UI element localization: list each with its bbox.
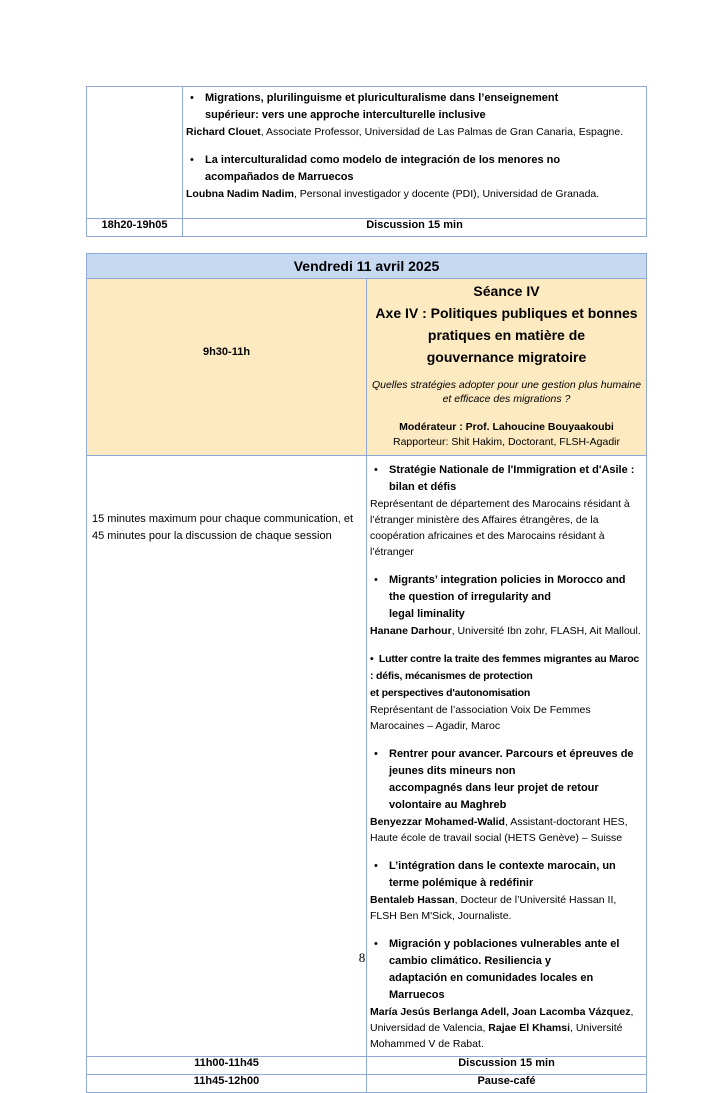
- talk-speaker: Richard Clouet, Associate Professor, Universidad de Las Palmas de Gran Canaria, Espagne.: [186, 126, 624, 138]
- discussion-label: Discussion 15 min: [367, 1057, 647, 1075]
- talk-title: L’intégration dans le contexte marocain, un terme polémique à redéfinir: [389, 860, 616, 889]
- program-table-top: [86, 86, 647, 237]
- talk-title: • Lutter contre la traite des femmes migrantes au Maroc : défis, mécanismes de protection et perspectives d'autonomisation: [370, 653, 640, 699]
- session-question: Quelles stratégies adopter pour une gestion plus humaine et efficace des migrations ?: [371, 379, 642, 405]
- speaker-name: Richard Clouet: [186, 126, 261, 138]
- speaker-name: Benyezzar Mohamed-Walid: [370, 816, 505, 828]
- talk-item: [367, 746, 646, 814]
- talk-title: Rentrer pour avancer. Parcours et épreuves de jeunes dits mineurs non accompagnés dans leur projet de retour volontaire au Maghreb: [389, 748, 634, 811]
- talk-speaker: Représentant de département des Marocains résidant à l’étranger ministère des Affaires étrangères, de la coopération africaines et des Marocains résidant à l’étranger: [370, 498, 630, 558]
- talk-speaker: Représentant de l’association Voix De Femmes Marocaines – Agadir, Maroc: [370, 704, 591, 732]
- talk-title: Migrations, plurilinguisme et pluriculturalisme dans l’enseignement supérieur: vers une approche interculturelle inclusive: [205, 92, 559, 121]
- speaker-name: Rajae El Khamsi: [488, 1022, 570, 1034]
- session-header-cell: [367, 279, 647, 456]
- talk-title: Migración y poblaciones vulnerables ante el cambio climático. Resiliencia y adaptación en comunidades locales en Marruecos: [389, 938, 620, 1001]
- time-cell-empty: [87, 87, 183, 219]
- day-heading: Vendredi 11 avril 2025: [87, 254, 647, 279]
- talk-speaker: María Jesús Berlanga Adell, Joan Lacomba Vázquez, Universidad de Valencia, Rajae El Khamsi, Université Mohammed V de Rabat.: [370, 1006, 634, 1050]
- talk-speaker: Hanane Darhour, Université Ibn zohr, FLASH, Ait Malloul.: [370, 625, 641, 637]
- bullet-icon: •: [370, 653, 379, 665]
- moderator: Modérateur : Prof. Lahoucine Bouyaakoubi: [399, 421, 614, 433]
- pause-label: Pause-café: [367, 1075, 647, 1093]
- rapporteur: Rapporteur: Shit Hakim, Doctorant, FLSH-Agadir: [392, 436, 620, 448]
- bullet-icon: •: [374, 464, 378, 476]
- seance-title: Séance IV: [473, 283, 540, 299]
- bullet-icon: •: [374, 860, 378, 872]
- talks-cell: [183, 87, 647, 219]
- axe-title: Axe IV : Politiques publiques et bonnes pratiques en matière de gouvernance migratoire: [375, 305, 638, 365]
- speaker-name: Bentaleb Hassan: [370, 894, 455, 906]
- talk-title: La interculturalidad como modelo de integración de los menores no acompañados de Marruecos: [205, 154, 561, 183]
- bullet-icon: •: [374, 574, 378, 586]
- talk-item: [367, 462, 646, 496]
- talk-item: [183, 152, 646, 186]
- speaker-name: Hanane Darhour: [370, 625, 452, 637]
- talk-title: Stratégie Nationale de l'Immigration et d'Asile : bilan et défis: [389, 464, 635, 493]
- talk-speaker: Benyezzar Mohamed-Walid, Assistant-doctorant HES, Haute école de travail social (HETS Genève) – Suisse: [370, 816, 628, 844]
- talk-item: [367, 651, 646, 702]
- talk-title: Migrants’ integration policies in Morocco and the question of irregularity and legal liminality: [389, 574, 626, 620]
- talk-item: [367, 858, 646, 892]
- discussion-time: 18h20-19h05: [87, 219, 183, 237]
- discussion-label: Discussion 15 min: [183, 219, 647, 237]
- talks-cell: [367, 456, 647, 1057]
- discussion-time: 11h00-11h45: [87, 1057, 367, 1075]
- talk-speaker: Loubna Nadim Nadim, Personal investigador y docente (PDI), Universidad de Granada.: [186, 188, 600, 200]
- speaker-name: María Jesús Berlanga Adell, Joan Lacomba Vázquez: [370, 1006, 631, 1018]
- talk-item: [367, 936, 646, 1004]
- page-number: 8: [358, 950, 366, 965]
- bullet-icon: •: [190, 154, 194, 166]
- session-time-cell: [87, 279, 367, 456]
- program-table-day: [86, 253, 647, 1093]
- session-note-cell: [87, 456, 367, 1057]
- speaker-name: Loubna Nadim Nadim: [186, 188, 294, 200]
- talk-item: [183, 90, 646, 124]
- talk-item: [367, 572, 646, 623]
- session-time: 9h30-11h: [202, 346, 251, 358]
- session-note: 15 minutes maximum pour chaque communication, et 45 minutes pour la discussion de chaque session: [92, 513, 354, 542]
- talk-speaker: Bentaleb Hassan, Docteur de l’Université Hassan II, FLSH Ben M'Sick, Journaliste.: [370, 894, 617, 922]
- bullet-icon: •: [374, 938, 378, 950]
- pause-time: 11h45-12h00: [87, 1075, 367, 1093]
- bullet-icon: •: [190, 92, 194, 104]
- bullet-icon: •: [374, 748, 378, 760]
